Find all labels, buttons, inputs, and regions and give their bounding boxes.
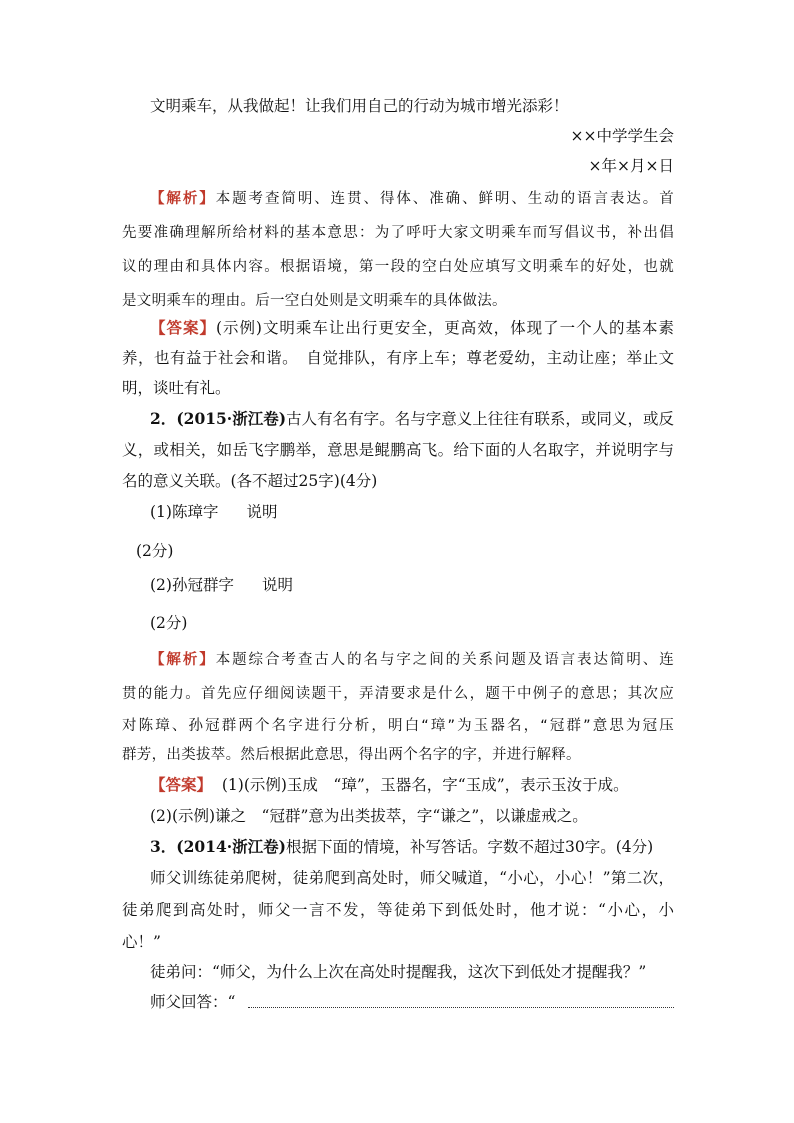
- q2-analysis-line-1: 【解析】本题综合考查古人的名与字之间的关系问题及语言表达简明、连: [150, 652, 674, 668]
- q2-answer-line-1: 【答案】 (1)(示例)玉成 “璋”，玉器名，字“玉成”，表示玉汝于成。: [150, 775, 629, 794]
- q1-analysis-line-1: 【解析】本题考查简明、连贯、得体、准确、鲜明、生动的语言表达。首: [150, 191, 674, 207]
- analysis-tag: 【解析】: [150, 652, 216, 668]
- question-source: (2014·浙江卷): [176, 837, 287, 856]
- q2-stem-line-1: 2．(2015·浙江卷)古人有名有字。名与字意义上往往有联系，或同义，或反: [150, 409, 674, 428]
- q1-answer-line-3: 明，谈吐有礼。: [122, 379, 231, 397]
- q3-dialogue-question: 徒弟问：“师父，为什么上次在高处时提醒我，这次下到低处才提醒我？”: [150, 963, 647, 981]
- signature-org: ××中学学生会: [570, 127, 674, 145]
- item-1-name: (1)陈璋字: [150, 503, 219, 521]
- item-2-name: (2)孙冠群字: [150, 576, 234, 594]
- q1-analysis-line-3: 议的理由和具体内容。根据语境，第一段的空白处应填写文明乘车的好处，也就: [122, 259, 674, 275]
- q2-stem-line-3: 名的意义关联。(各不超过25字)(4分): [122, 472, 378, 490]
- q2-item-1: [150, 502, 674, 522]
- q3-dialogue-answer-prefix: 师父回答：“: [150, 993, 236, 1011]
- answer-blank-line[interactable]: [248, 1007, 674, 1008]
- q3-stem-line-3: 徒弟爬到高处时，师父一言不发，等徒弟下到低处时，他才说：“小心，小: [122, 901, 674, 919]
- q2-analysis-line-2: 贯的能力。首先应仔细阅读题干，弄清要求是什么，题干中例子的意思；其次应: [122, 686, 674, 702]
- item-2-explain: 说明: [261, 576, 293, 594]
- question-number: 2．: [150, 409, 177, 428]
- question-source: (2015·浙江卷): [176, 409, 287, 428]
- question-number: 3．: [150, 837, 177, 856]
- q2-analysis-line-4: 群芳，出类拔萃。然后根据此意思，得出两个名字的字，并进行解释。: [122, 747, 581, 763]
- answer-tag: 【答案】: [150, 775, 213, 794]
- q2-answer-line-2: (2)(示例)谦之 “冠群”意为出类拔萃，字“谦之”，以谦虚戒之。: [150, 807, 588, 825]
- q1-analysis-line-2: 先要准确理解所给材料的基本意思：为了呼吁大家文明乘车而写倡议书，补出倡: [122, 225, 674, 241]
- q1-analysis-line-4: 是文明乘车的理由。后一空白处则是文明乘车的具体做法。: [122, 293, 507, 309]
- q2-item-1-score: (2分): [136, 542, 174, 560]
- q2-stem-line-2: 义，或相关，如岳飞字鹏举，意思是鲲鹏高飞。给下面的人名取字，并说明字与: [122, 441, 674, 459]
- answer-tag: 【答案】: [150, 318, 216, 337]
- q2-item-2-score: (2分): [150, 614, 188, 632]
- item-1-explain: 说明: [246, 503, 278, 521]
- q1-answer-line-1: 【答案】(示例)文明乘车让出行更安全，更高效，体现了一个人的基本素: [150, 318, 674, 337]
- q3-stem-line-4: 心！”: [122, 933, 161, 951]
- signature-date: ×年×月×日: [588, 157, 674, 175]
- q3-stem-line-1: 3．(2014·浙江卷)根据下面的情境，补写答话。字数不超过30字。(4分): [150, 837, 654, 856]
- q2-item-2: [150, 575, 674, 595]
- q2-analysis-line-3: 对陈璋、孙冠群两个名字进行分析，明白“璋”为玉器名，“冠群”意思为冠压: [122, 718, 674, 734]
- slogan-line: 文明乘车，从我做起！让我们用自己的行动为城市增光添彩！: [150, 97, 569, 115]
- q1-answer-line-2: 养，也有益于社会和谐。 自觉排队，有序上车；尊老爱幼，主动让座；举止文: [122, 349, 674, 367]
- analysis-tag: 【解析】: [150, 191, 216, 207]
- q3-stem-line-2: 师父训练徒弟爬树，徒弟爬到高处时，师父喊道，“小心，小心！”第二次，: [150, 869, 674, 887]
